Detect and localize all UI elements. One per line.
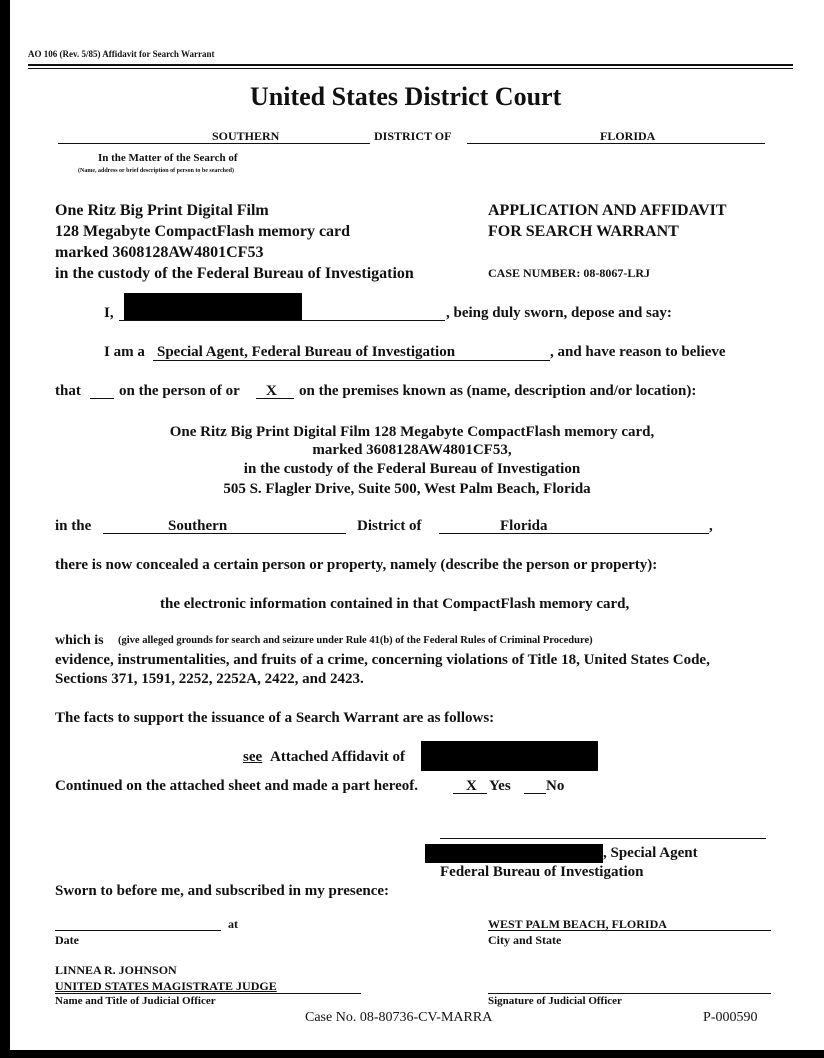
see-link: see	[243, 749, 263, 765]
signature-line	[440, 838, 766, 839]
district-name: SOUTHERN	[212, 129, 280, 143]
person-blank	[90, 398, 114, 399]
see-rest: Attached Affidavit of	[270, 749, 405, 765]
footer-case-number: Case No. 08-80736-CV-MARRA	[305, 1010, 493, 1025]
continued-text: Continued on the attached sheet and made a part hereof.	[55, 778, 419, 794]
at-label: at	[228, 917, 238, 931]
grounds-text1: evidence, instrumentalities, and fruits of a crime, concerning violations of Title 18, United States Code,	[55, 652, 710, 668]
in-the-label: in the	[55, 518, 92, 534]
premises-text: on the premises known as (name, description and/or location):	[299, 383, 697, 399]
continued-no: No	[546, 778, 565, 794]
signer-org: Federal Bureau of Investigation	[440, 864, 644, 880]
in-district-name: Southern	[168, 518, 228, 534]
grounds-text2: Sections 371, 1591, 2252, 2252A, 2422, and 2423.	[55, 671, 364, 687]
premises-mark: X	[266, 383, 277, 399]
date-line	[55, 930, 221, 931]
header-rule-2	[28, 68, 793, 69]
judicial-signature-line	[488, 993, 771, 994]
redacted-affiant-name	[124, 293, 302, 320]
sworn-text: Sworn to before me, and subscribed in my presence:	[55, 883, 390, 899]
continued-yes: Yes	[489, 778, 511, 794]
in-district-label: District of	[357, 518, 422, 534]
location-line2: marked 3608128AW4801CF53,	[312, 442, 512, 458]
judge-label: Name and Title of Judicial Officer	[55, 995, 216, 1007]
concealed-desc: the electronic information contained in that CompactFlash memory card,	[160, 596, 630, 612]
location-line1: One Ritz Big Print Digital Film 128 Megabyte CompactFlash memory card,	[169, 424, 655, 440]
form-id: AO 106 (Rev. 5/85) Affidavit for Search Warrant	[28, 49, 215, 59]
affiant-title: Special Agent, Federal Bureau of Investigation	[157, 344, 456, 360]
judicial-signature-label: Signature of Judicial Officer	[488, 995, 622, 1007]
concealed-intro: there is now concealed a certain person or property, namely (describe the person or property):	[55, 557, 658, 573]
district-state: FLORIDA	[600, 129, 656, 143]
date-label: Date	[55, 933, 79, 947]
in-district-state: Florida	[500, 518, 548, 534]
header-rule-1	[28, 64, 793, 66]
city-label: City and State	[488, 933, 562, 947]
redacted-signer-name	[425, 844, 603, 863]
facts-text: The facts to support the issuance of a Search Warrant are as follows:	[55, 710, 495, 726]
judge-line	[55, 993, 361, 994]
premises-person: on the person of or	[119, 383, 240, 399]
no-underline	[524, 793, 546, 794]
affiant-suffix: , being duly sworn, depose and say:	[446, 305, 672, 321]
affiant-prefix: I,	[104, 305, 114, 321]
footer-page-id: P-000590	[703, 1010, 758, 1025]
item-line1: One Ritz Big Print Digital Film	[55, 202, 269, 219]
signer-title: , Special Agent	[603, 845, 698, 861]
city-value: WEST PALM BEACH, FLORIDA	[488, 917, 667, 931]
location-line3: in the custody of the Federal Bureau of Investigation	[243, 461, 581, 477]
item-line4: in the custody of the Federal Bureau of Investigation	[55, 265, 414, 282]
grounds-small: (give alleged grounds for search and seizure under Rule 41(b) of the Federal Rules of Criminal Procedure)	[118, 635, 593, 646]
matter-line1: In the Matter of the Search of	[98, 152, 238, 164]
item-line3: marked 3608128AW4801CF53	[55, 244, 264, 261]
application-line2: FOR SEARCH WARRANT	[488, 223, 679, 240]
affiant-reason: , and have reason to believe	[550, 344, 726, 360]
in-state-underline	[439, 533, 709, 534]
item-line2: 128 Megabyte CompactFlash memory card	[55, 223, 351, 240]
scan-bottom-border	[0, 1050, 824, 1058]
location-line4: 505 S. Flagler Drive, Suite 500, West Palm Beach, Florida	[223, 481, 591, 497]
judge-name: LINNEA R. JOHNSON	[55, 963, 177, 977]
scan-left-border	[0, 0, 10, 1058]
iam-label: I am a	[104, 344, 145, 360]
matter-line2: (Name, address or brief description of person to be searched)	[78, 168, 234, 174]
application-line1: APPLICATION AND AFFIDAVIT	[488, 202, 727, 219]
affiant-name-underline	[119, 320, 445, 321]
redacted-affiant-see	[421, 741, 598, 771]
case-number: CASE NUMBER: 08-8067-LRJ	[488, 266, 650, 280]
court-title: United States District Court	[250, 82, 562, 111]
premises-that: that	[55, 383, 81, 399]
in-district-comma: ,	[709, 518, 713, 534]
grounds-which: which is	[55, 633, 104, 648]
district-label: DISTRICT OF	[374, 129, 452, 143]
judge-title: UNITED STATES MAGISTRATE JUDGE	[55, 979, 277, 993]
continued-yes-mark: X	[466, 778, 477, 794]
